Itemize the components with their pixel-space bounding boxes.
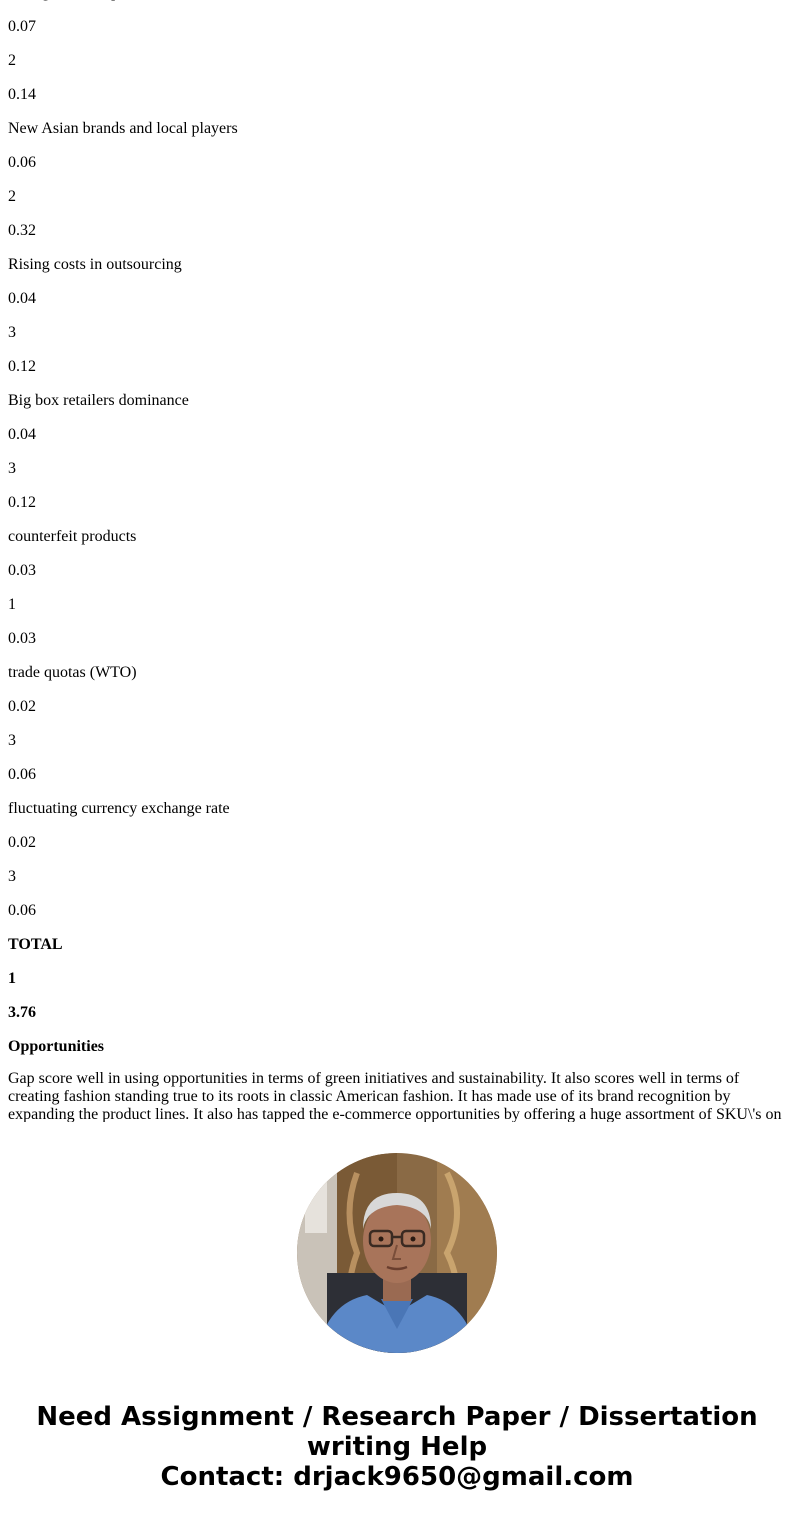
text-paragraph: 0.02 — [8, 834, 36, 851]
text-paragraph: 3 — [8, 324, 16, 341]
text-paragraph: 0.06 — [8, 766, 36, 783]
text-paragraph: 0.04 — [8, 426, 36, 443]
text-paragraph: 0.03 — [8, 562, 36, 579]
bold-paragraph: TOTAL — [8, 936, 63, 953]
text-paragraph: 0.07 — [8, 18, 36, 35]
text-paragraph: 0.03 — [8, 630, 36, 647]
author-photo-icon — [297, 1153, 497, 1353]
document-body — [8, 0, 786, 1072]
text-paragraph: 2 — [8, 188, 16, 205]
text-paragraph: Rising costs in outsourcing — [8, 256, 182, 273]
promo-contact: Contact: drjack9650@gmail.com — [160, 1462, 634, 1492]
text-paragraph: 3 — [8, 460, 16, 477]
promo-line-1: Need Assignment / Research Paper / Dissertation — [36, 1402, 758, 1432]
text-paragraph: 0.32 — [8, 222, 36, 239]
text-paragraph: 1 — [8, 596, 16, 613]
text-paragraph: 0.14 — [8, 86, 36, 103]
text-paragraph: 3 — [8, 732, 16, 749]
text-paragraph: 0.04 — [8, 290, 36, 307]
bold-paragraph: 1 — [8, 970, 16, 987]
bold-paragraph: 3.76 — [8, 1004, 36, 1021]
text-paragraph: 0.06 — [8, 154, 36, 171]
text-paragraph: Big box retailers dominance — [8, 392, 189, 409]
text-paragraph: fluctuating currency exchange rate — [8, 800, 230, 817]
text-paragraph: 0.12 — [8, 358, 36, 375]
text-paragraph: New Asian brands and local players — [8, 120, 238, 137]
text-paragraph: 3 — [8, 868, 16, 885]
opportunities-paragraph: Gap score well in using opportunities in terms of green initiatives and sustainability. It also scores well in terms of creating fashion standing true to its roots in classic American fashion. It has made use of its brand recognition by expanding the product lines. It also has tapped the e-commerce opportunities by offering a huge assortment of SKU\'s on — [8, 1070, 782, 1122]
bold-paragraph: Opportunities — [8, 1038, 105, 1055]
text-paragraph: counterfeit products — [8, 528, 137, 545]
author-avatar — [297, 1153, 497, 1353]
promo-line-2: writing Help — [306, 1432, 488, 1462]
text-paragraph: 0.06 — [8, 902, 36, 919]
text-paragraph — [8, 0, 786, 2]
text-paragraph: 0.12 — [8, 494, 36, 511]
text-paragraph: trade quotas (WTO) — [8, 664, 137, 681]
promo-banner — [0, 1402, 794, 1492]
text-paragraph: 2 — [8, 52, 16, 69]
text-paragraph: 0.02 — [8, 698, 36, 715]
